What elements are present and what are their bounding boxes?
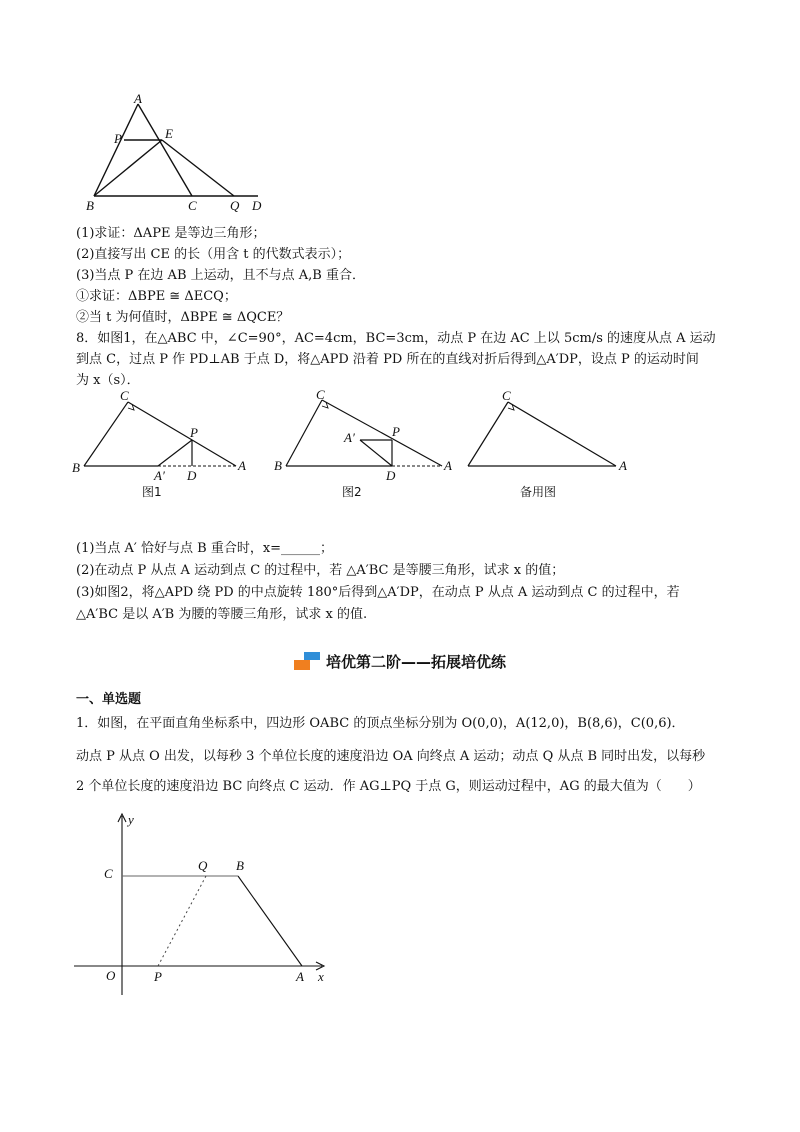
q8-line-3: 为 x（s）． [76, 373, 140, 388]
q8-part-4: △A′BC 是以 A′B 为腰的等腰三角形，试求 x 的值. [76, 607, 368, 622]
coord-label-x: x [318, 969, 324, 984]
fig2-label-A: A [444, 458, 452, 473]
q1-line-3: 2 个单位长度的速度沿边 BC 向终点 C 运动．作 AG⊥PQ 于点 G，则运动过程中，AG 的最大值为（ ） [76, 779, 701, 794]
fig1-label-P: P [190, 425, 198, 440]
fig2-label-D: D [386, 468, 396, 483]
section-heading-icon [294, 652, 320, 670]
q7-line-2: (2)直接写出 CE 的长（用含 t 的代数式表示）； [76, 247, 351, 262]
fig1-label-D: D [187, 468, 197, 483]
fig1-label-A1: A′ [154, 468, 165, 483]
q8-part-1: (1)当点 A′ 恰好与点 B 重合时，x=______； [76, 541, 334, 556]
q7-line-3: (3)当点 P 在边 AB 上运动，且不与点 A,B 重合． [76, 268, 365, 283]
q8-part-3: (3)如图2，将△APD 绕 PD 的中点旋转 180°后得到△A′DP，在动点 P 从点 A 运动到点 C 的过程中，若 [76, 585, 680, 600]
backup-label-A: A [619, 458, 627, 473]
q8-line-1: 8．如图1，在△ABC 中，∠C=90°，AC=4cm，BC=3cm，动点 P 在边 AC 上以 5cm/s 的速度从点 A 运动 [76, 331, 716, 346]
section-heading [0, 651, 800, 672]
figure-1 [70, 388, 260, 508]
fig2-caption: 图2 [342, 485, 362, 499]
label-Q: Q [230, 198, 240, 213]
backup-caption: 备用图 [520, 485, 557, 499]
label-C: C [188, 198, 197, 213]
figure-backup [460, 388, 640, 508]
fig2-label-P: P [392, 424, 400, 439]
icon-block-blue [304, 652, 320, 660]
coord-label-A: A [296, 969, 304, 984]
q1-line-1: 1．如图，在平面直角坐标系中，四边形 OABC 的顶点坐标分别为 O(0,0)，A(12,0)，B(8,6)，C(0,6)． [76, 716, 685, 731]
coordinate-figure [70, 810, 350, 1010]
fig2-label-C: C [316, 388, 325, 402]
icon-block-orange [294, 660, 310, 670]
top-triangle-figure [80, 92, 280, 216]
coord-label-O: O [106, 968, 116, 983]
coord-label-C: C [104, 866, 113, 881]
q7-line-1: (1)求证：ΔAPE 是等边三角形； [76, 226, 266, 241]
q7-line-4: ①求证：ΔBPE ≅ ΔECQ； [76, 289, 237, 304]
fig2-label-B: B [274, 458, 282, 473]
label-A: A [134, 92, 142, 106]
q8-line-2: 到点 C，过点 P 作 PD⊥AB 于点 D，将△APD 沿着 PD 所在的直线对折后得到△A′DP，设点 P 的运动时间 [76, 352, 699, 367]
label-E: E [165, 126, 173, 141]
backup-label-C: C [502, 388, 511, 403]
fig2-label-A1: A′ [344, 430, 355, 445]
label-P: P [114, 131, 122, 146]
coord-label-y: y [128, 812, 134, 827]
coord-label-Q: Q [198, 858, 208, 873]
fig1-label-B: B [72, 460, 80, 475]
q7-line-5: ②当 t 为何值时，ΔBPE ≅ ΔQCE？ [76, 310, 290, 325]
section-title: 培优第二阶——拓展培优练 [325, 653, 506, 671]
fig1-label-A: A [238, 458, 246, 473]
fig1-caption: 图1 [142, 485, 162, 499]
label-D: D [252, 198, 262, 213]
subsection-title: 一、单选题 [76, 692, 142, 707]
fig1-label-C: C [120, 388, 129, 403]
q1-line-2: 动点 P 从点 O 出发，以每秒 3 个单位长度的速度沿边 OA 向终点 A 运动；动点 Q 从点 B 同时出发，以每秒 [76, 749, 706, 764]
q8-part-2: (2)在动点 P 从点 A 运动到点 C 的过程中，若 △A′BC 是等腰三角形，试求 x 的值； [76, 563, 565, 578]
coord-label-B: B [236, 858, 244, 873]
label-B: B [86, 198, 94, 213]
figure-2 [272, 388, 462, 508]
coord-label-P: P [154, 969, 162, 984]
